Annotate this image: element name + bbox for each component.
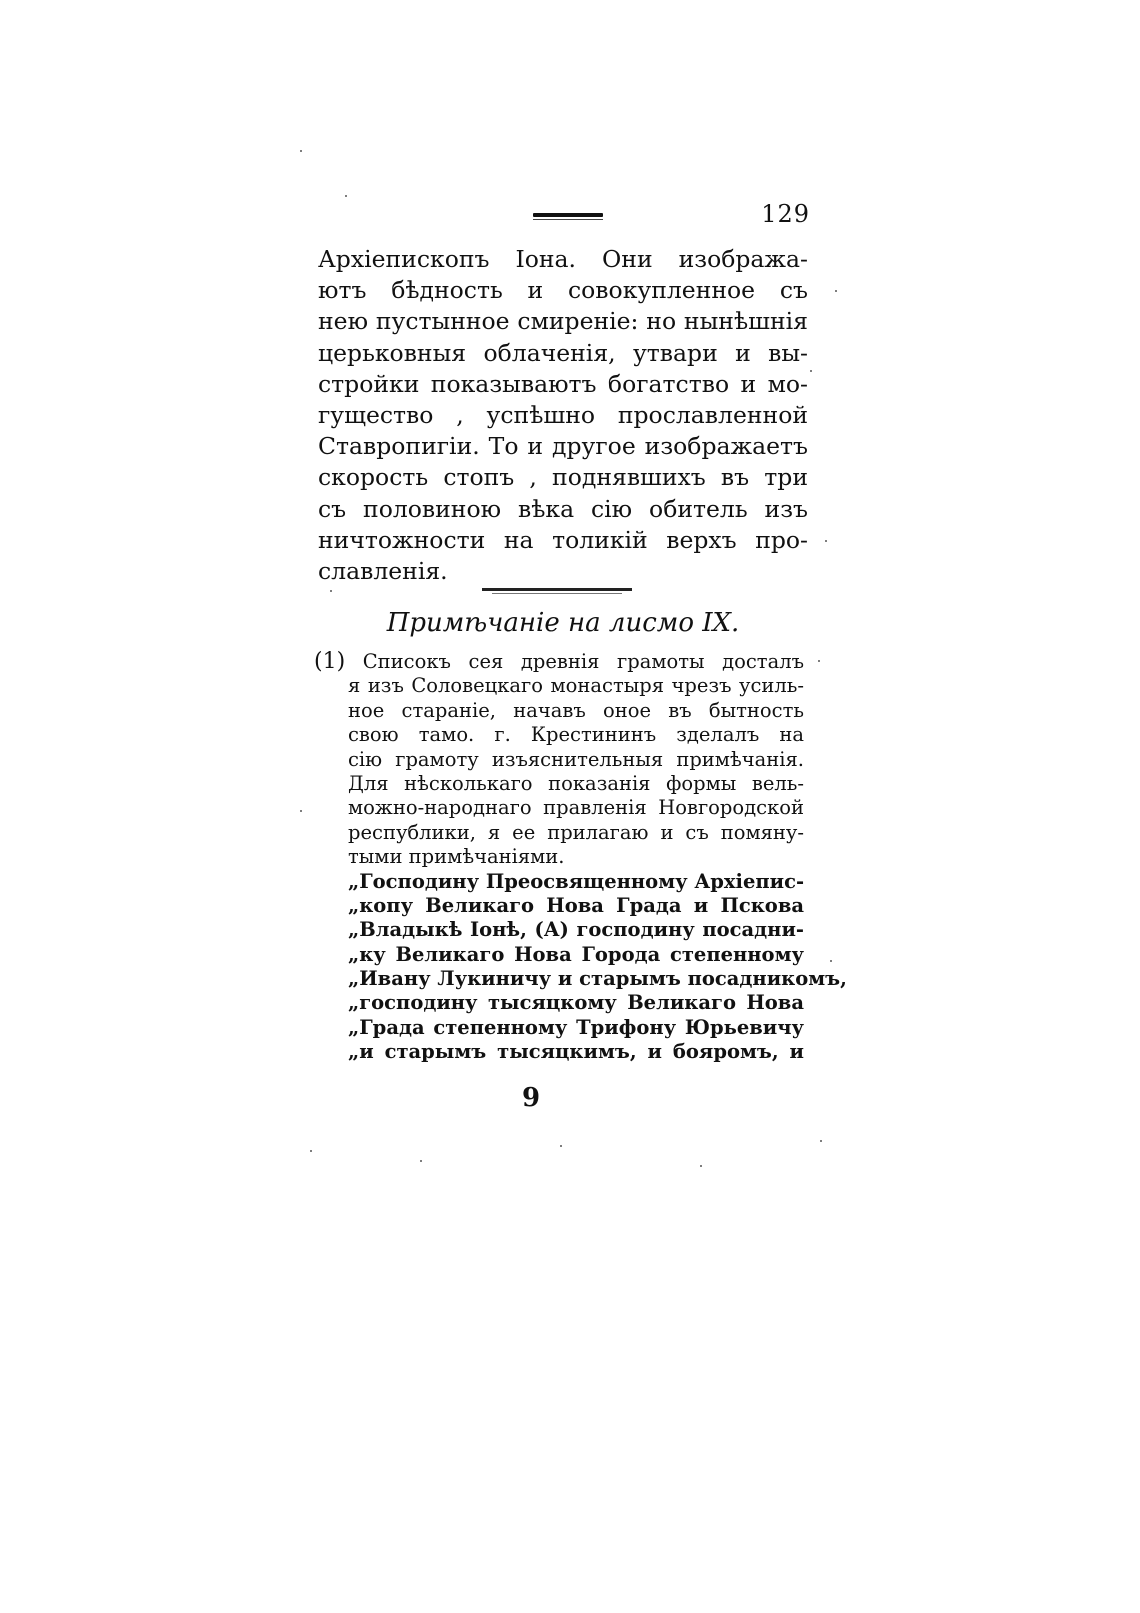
note-marker: (1) [314,649,346,674]
scan-speck [560,1145,562,1147]
text-line: скорость стопъ , поднявшихъ въ три [318,463,808,492]
quote-line: „копу Великаго Нова Града и Пскова [348,893,804,917]
quote-line: „Ивану Лукиничу и старымъ посадникомъ, [348,967,847,991]
quote-line: „ку Великаго Нова Города степенному [348,942,804,966]
text-line: церьковныя облаченія, утвари и вы- [318,338,808,367]
note-line: сію грамоту изъяснительныя примѣчанія. [348,747,804,771]
header-ornament-rule [533,213,603,217]
quote-line: „Града степенному Трифону Юрьевичу [348,1015,804,1039]
running-header [320,200,820,230]
scan-speck [310,1150,312,1152]
main-text-block [318,244,808,587]
section-separator-rule [482,588,632,591]
note-line: республики, я ее прилагаю и съ помяну- [348,820,804,844]
text-line: ничтожности на толикій верхъ про- [318,525,808,554]
note-text-block [314,649,847,1065]
scan-speck [330,590,332,592]
scan-speck [300,810,302,812]
scan-speck [345,195,347,197]
text-line: нею пустынное смиреніе: но нынѣшнія [318,307,808,336]
note-line: можно-народнаго правленія Новгородской [348,796,804,820]
note-line: тыми примѣчаніями. [348,845,565,869]
note-line: Для нѣсколькаго показанія формы вель- [348,771,804,795]
text-line: славленія. [318,556,448,585]
text-line: стройки показываютъ богатство и мо- [318,369,808,398]
text-line: съ половиною вѣка сію обитель изъ [318,494,808,523]
quote-line: „Владыкѣ Іонѣ, (А) господину посадни- [348,918,804,942]
note-line: ное стараніе, начавъ оное въ бытность [348,698,804,722]
scan-speck [810,370,812,372]
text-line: Архіепископъ Іона. Они изобража- [318,245,808,273]
note-first-line [314,650,804,674]
page-number: 129 [761,200,810,228]
note-line-text: Списокъ сея древнія грамоты досталъ [362,650,804,673]
scan-speck [835,290,837,292]
scan-speck [300,150,302,152]
scan-speck [700,1165,702,1167]
quote-line: „господину тысяцкому Великаго Нова [348,991,804,1015]
note-heading: Примѣчаніе на лисмо IX. [386,608,740,638]
signature-mark: 9 [522,1083,541,1113]
text-line: Ставропигіи. То и другое изображаетъ [318,432,808,461]
note-line: свою тамо. г. Крестининъ зделалъ на [348,723,804,747]
note-line: я изъ Соловецкаго монастыря чрезъ усиль- [348,674,804,698]
text-line: гущество , успѣшно прославленной [318,400,808,429]
scan-speck [830,960,832,962]
scan-speck [825,540,827,542]
scan-speck [420,1160,422,1162]
quote-line: „и старымъ тысяцкимъ, и бояромъ, и [348,1040,804,1064]
quote-line: „Господину Преосвященному Архіепис- [348,869,805,893]
scan-speck [818,660,820,662]
text-line: ютъ бѣдность и совокупленное съ [318,276,808,305]
scan-speck [820,1140,822,1142]
